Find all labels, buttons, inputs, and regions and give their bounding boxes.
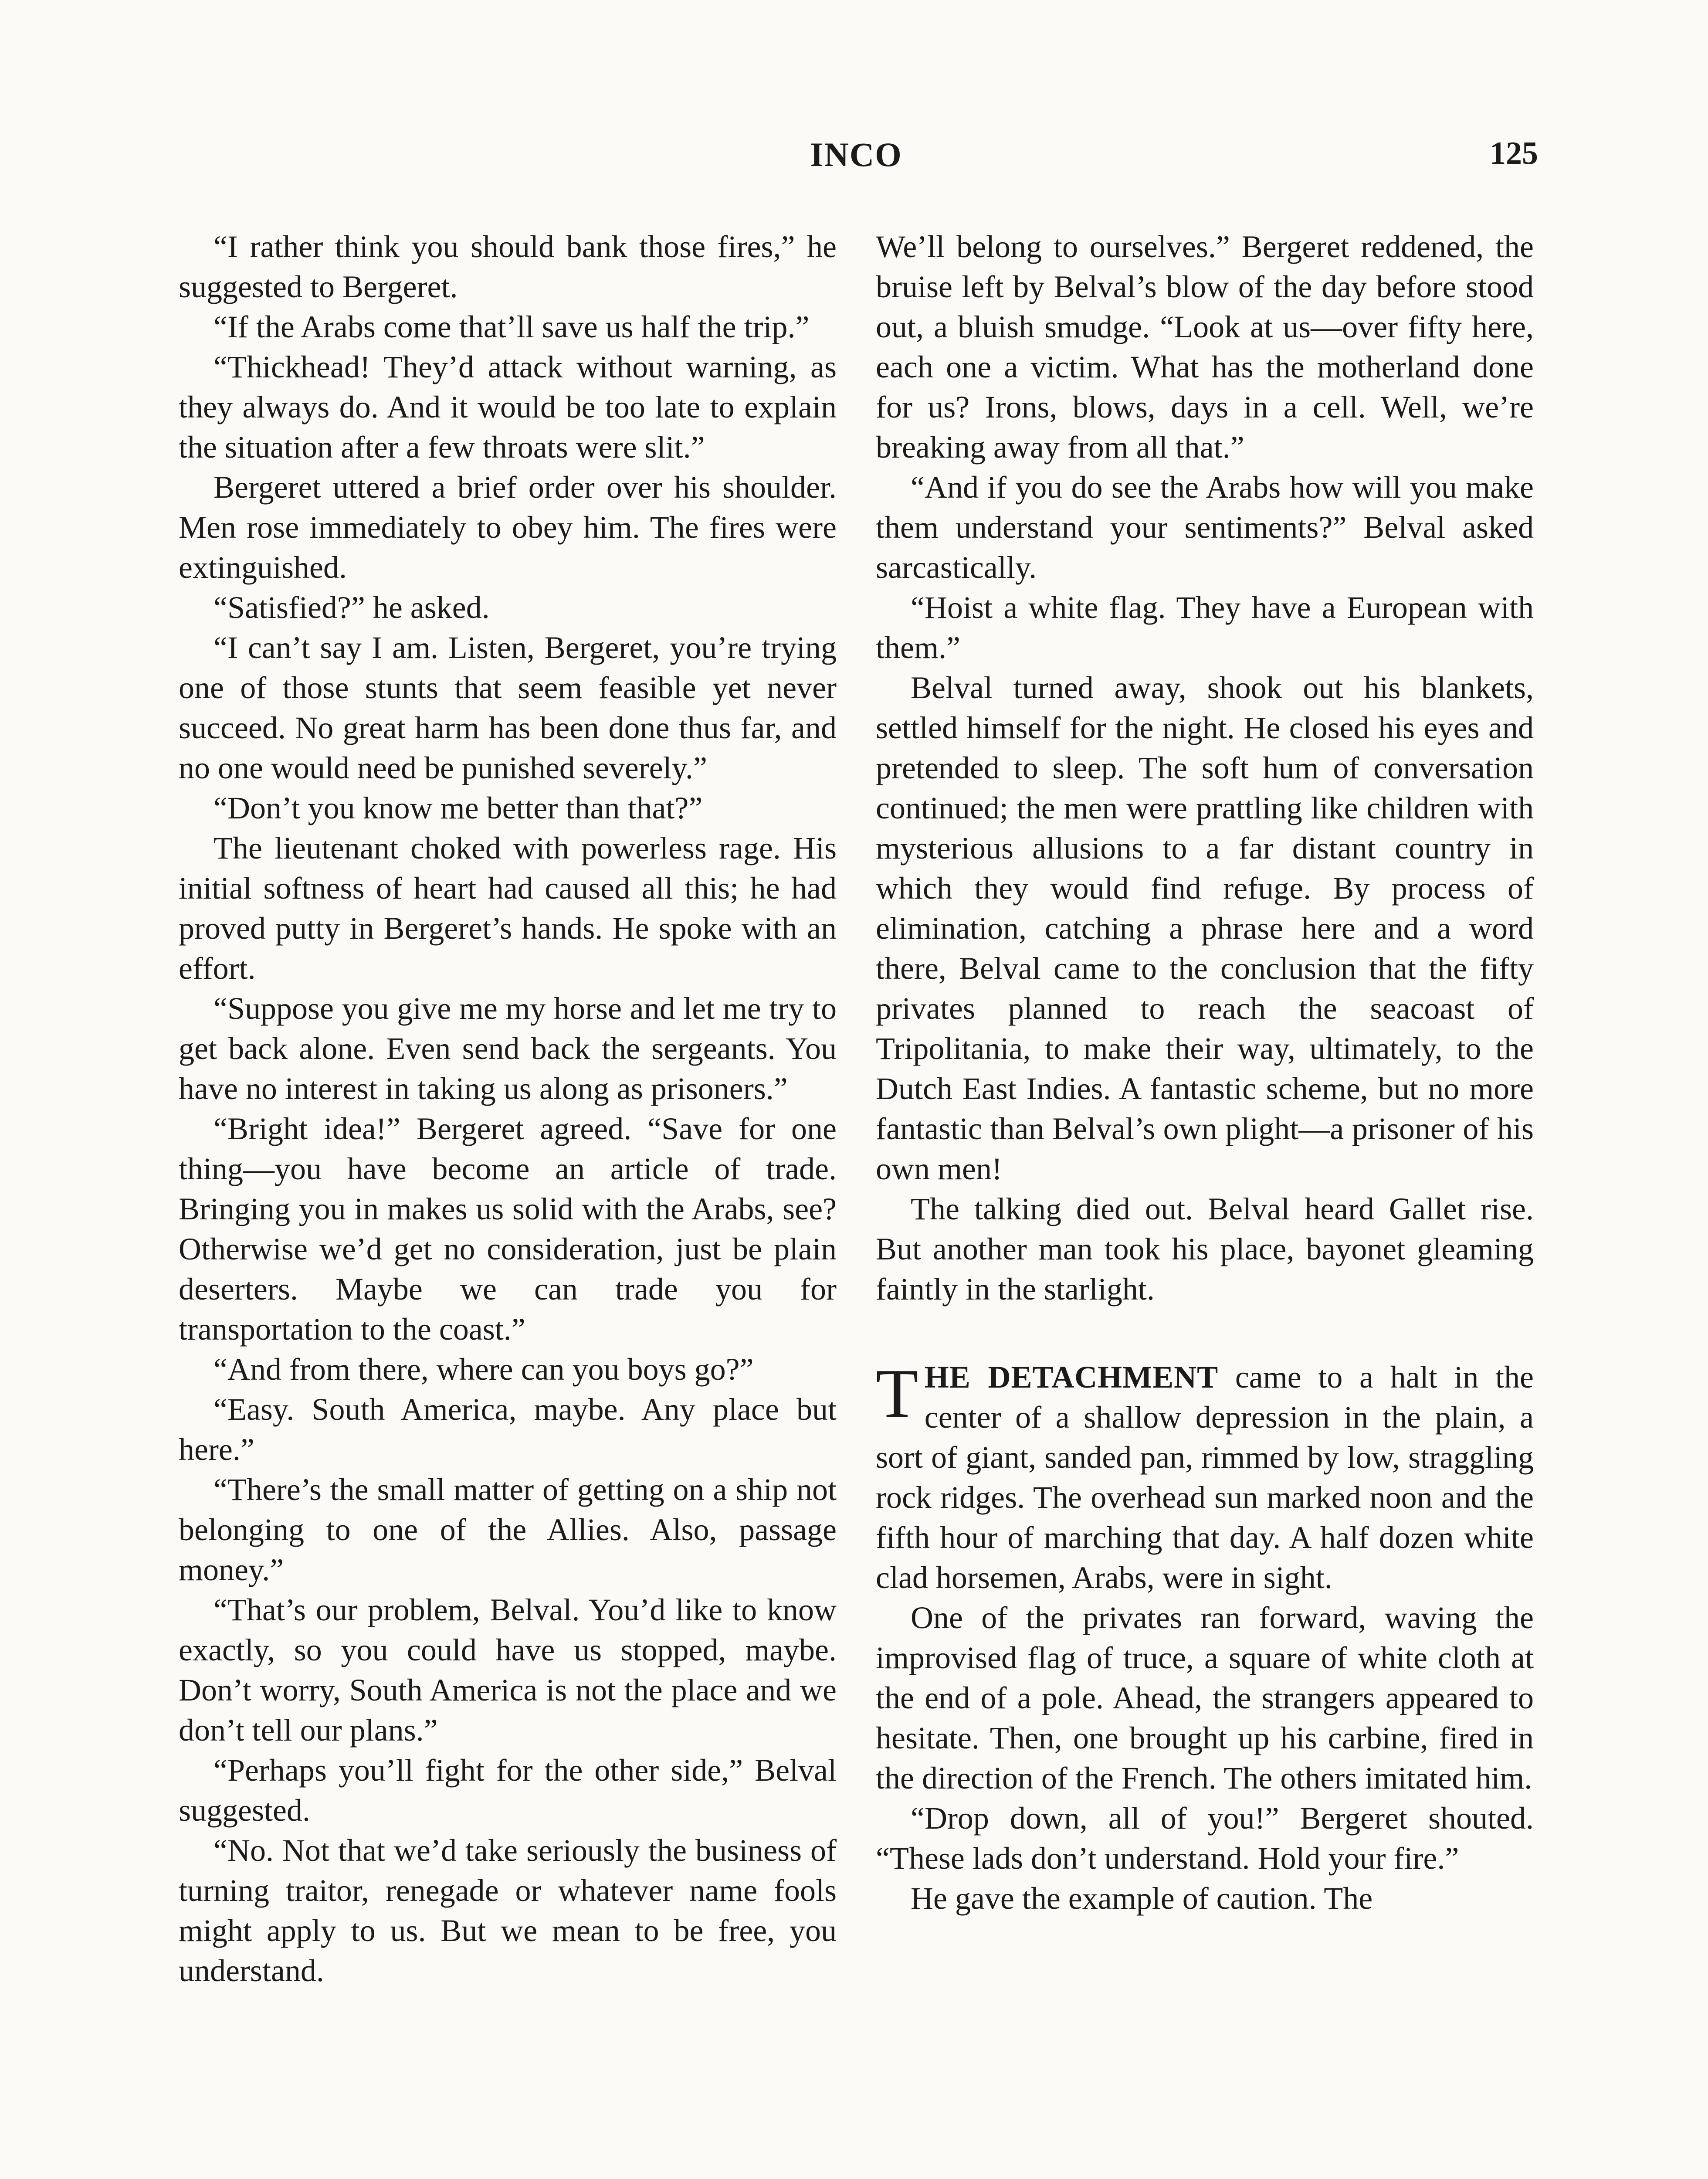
- page-number: 125: [1490, 136, 1538, 171]
- paragraph: “Easy. South America, maybe. Any place but here.”: [179, 1392, 837, 1467]
- paragraph: “I rather think you should bank those fires,” he suggested to Bergeret.: [179, 229, 837, 304]
- section-break: [876, 1309, 1534, 1357]
- paragraph: “Bright idea!” Bergeret agreed. “Save for one thing—you have become an article of trade. Bringing you in makes us solid with the Arabs, see? Otherwise we’d get no consideration, just be plain deserters. Maybe we can trade you for transportation to the coast.”: [179, 1111, 837, 1347]
- paragraph: He gave the example of caution. The: [911, 1881, 1373, 1916]
- paragraph: “That’s our problem, Belval. You’d like to know exactly, so you could have us stopped, maybe. Don’t worry, South America is not the place and we don’t tell our plans.”: [179, 1592, 837, 1748]
- left-column: [179, 227, 837, 1991]
- section-first-paragraph-text: came to a halt in the center of a shallow depression in the plain, a sort of giant, sanded pan, rimmed by low, straggling rock ridges. The overhead sun marked noon and the fifth hour of marching that day. A half dozen white clad horsemen, Arabs, were in sight.: [876, 1360, 1534, 1595]
- section-opening-paragraph: [876, 1354, 1534, 1598]
- right-column-bottom-text: [876, 1598, 1534, 1918]
- running-title: INCO: [810, 136, 902, 173]
- paragraph: “Drop down, all of you!” Bergeret shouted. “These lads don’t understand. Hold your fire.”: [876, 1801, 1534, 1876]
- paragraph: Bergeret uttered a brief order over his shoulder. Men rose immediately to obey him. The fires were extinguished.: [179, 470, 837, 585]
- right-column: [876, 227, 1534, 1918]
- paragraph: “Don’t you know me better than that?”: [214, 791, 703, 825]
- paragraph: “If the Arabs come that’ll save us half the trip.”: [214, 309, 810, 344]
- paragraph: Belval turned away, shook out his blankets, settled himself for the night. He closed his eyes and pretended to sleep. The soft hum of conversation continued; the men were prattling like children with mysterious allusions to a far distant country in which they would find refuge. By process of elimination, catching a phrase here and a word there, Belval came to the conclusion that the fifty privates planned to reach the seacoast of Tripolitania, to make their way, ultimately, to the Dutch East Indies. A fantastic scheme, but no more fantastic than Belval’s own plight—a prisoner of his own men!: [876, 670, 1534, 1186]
- paragraph: “Satisfied?” he asked.: [214, 590, 490, 625]
- paragraph: We’ll belong to ourselves.” Bergeret reddened, the bruise left by Belval’s blow of the day before stood out, a bluish smudge. “Look at us—over fifty here, each one a victim. What has the motherland done for us? Irons, blows, days in a cell. Well, we’re breaking away from all that.”: [876, 229, 1534, 465]
- paragraph: “Perhaps you’ll fight for the other side,” Belval suggested.: [179, 1753, 837, 1828]
- paragraph: “I can’t say I am. Listen, Bergeret, you’re trying one of those stunts that seem feasible yet never succeed. No great harm has been done thus far, and no one would need be punished severely.”: [179, 630, 837, 785]
- paragraph: “Suppose you give me my horse and let me try to get back alone. Even send back the sergeants. You have no interest in taking us along as prisoners.”: [179, 991, 837, 1106]
- paragraph: “There’s the small matter of getting on a ship not belonging to one of the Allies. Also, passage money.”: [179, 1472, 837, 1587]
- paragraph: “And from there, where can you boys go?”: [214, 1352, 754, 1387]
- paragraph: “Hoist a white flag. They have a European with them.”: [876, 590, 1534, 665]
- paragraph: The lieutenant choked with powerless rage. His initial softness of heart had caused all this; he had proved putty in Bergeret’s hands. He spoke with an effort.: [179, 831, 837, 986]
- right-column-top-text: [876, 227, 1534, 1309]
- drop-cap: T: [876, 1354, 918, 1432]
- paragraph: The talking died out. Belval heard Gallet rise. But another man took his place, bayonet gleaming faintly in the starlight.: [876, 1191, 1534, 1307]
- section-lead-in: HE DETACHMENT: [924, 1360, 1219, 1395]
- paragraph: “And if you do see the Arabs how will you make them understand your sentiments?” Belval asked sarcastically.: [876, 470, 1534, 585]
- paragraph: One of the privates ran forward, waving the improvised flag of truce, a square of white cloth at the end of a pole. Ahead, the strangers appeared to hesitate. Then, one brought up his carbine, fired in the direction of the French. The others imitated him.: [876, 1600, 1534, 1795]
- paragraph: “No. Not that we’d take seriously the business of turning traitor, renegade or whatever name fools might apply to us. But we mean to be free, you understand.: [179, 1833, 837, 1988]
- page-header: [174, 135, 1538, 187]
- paragraph: “Thickhead! They’d attack without warning, as they always do. And it would be too late to explain the situation after a few throats were slit.”: [179, 350, 837, 465]
